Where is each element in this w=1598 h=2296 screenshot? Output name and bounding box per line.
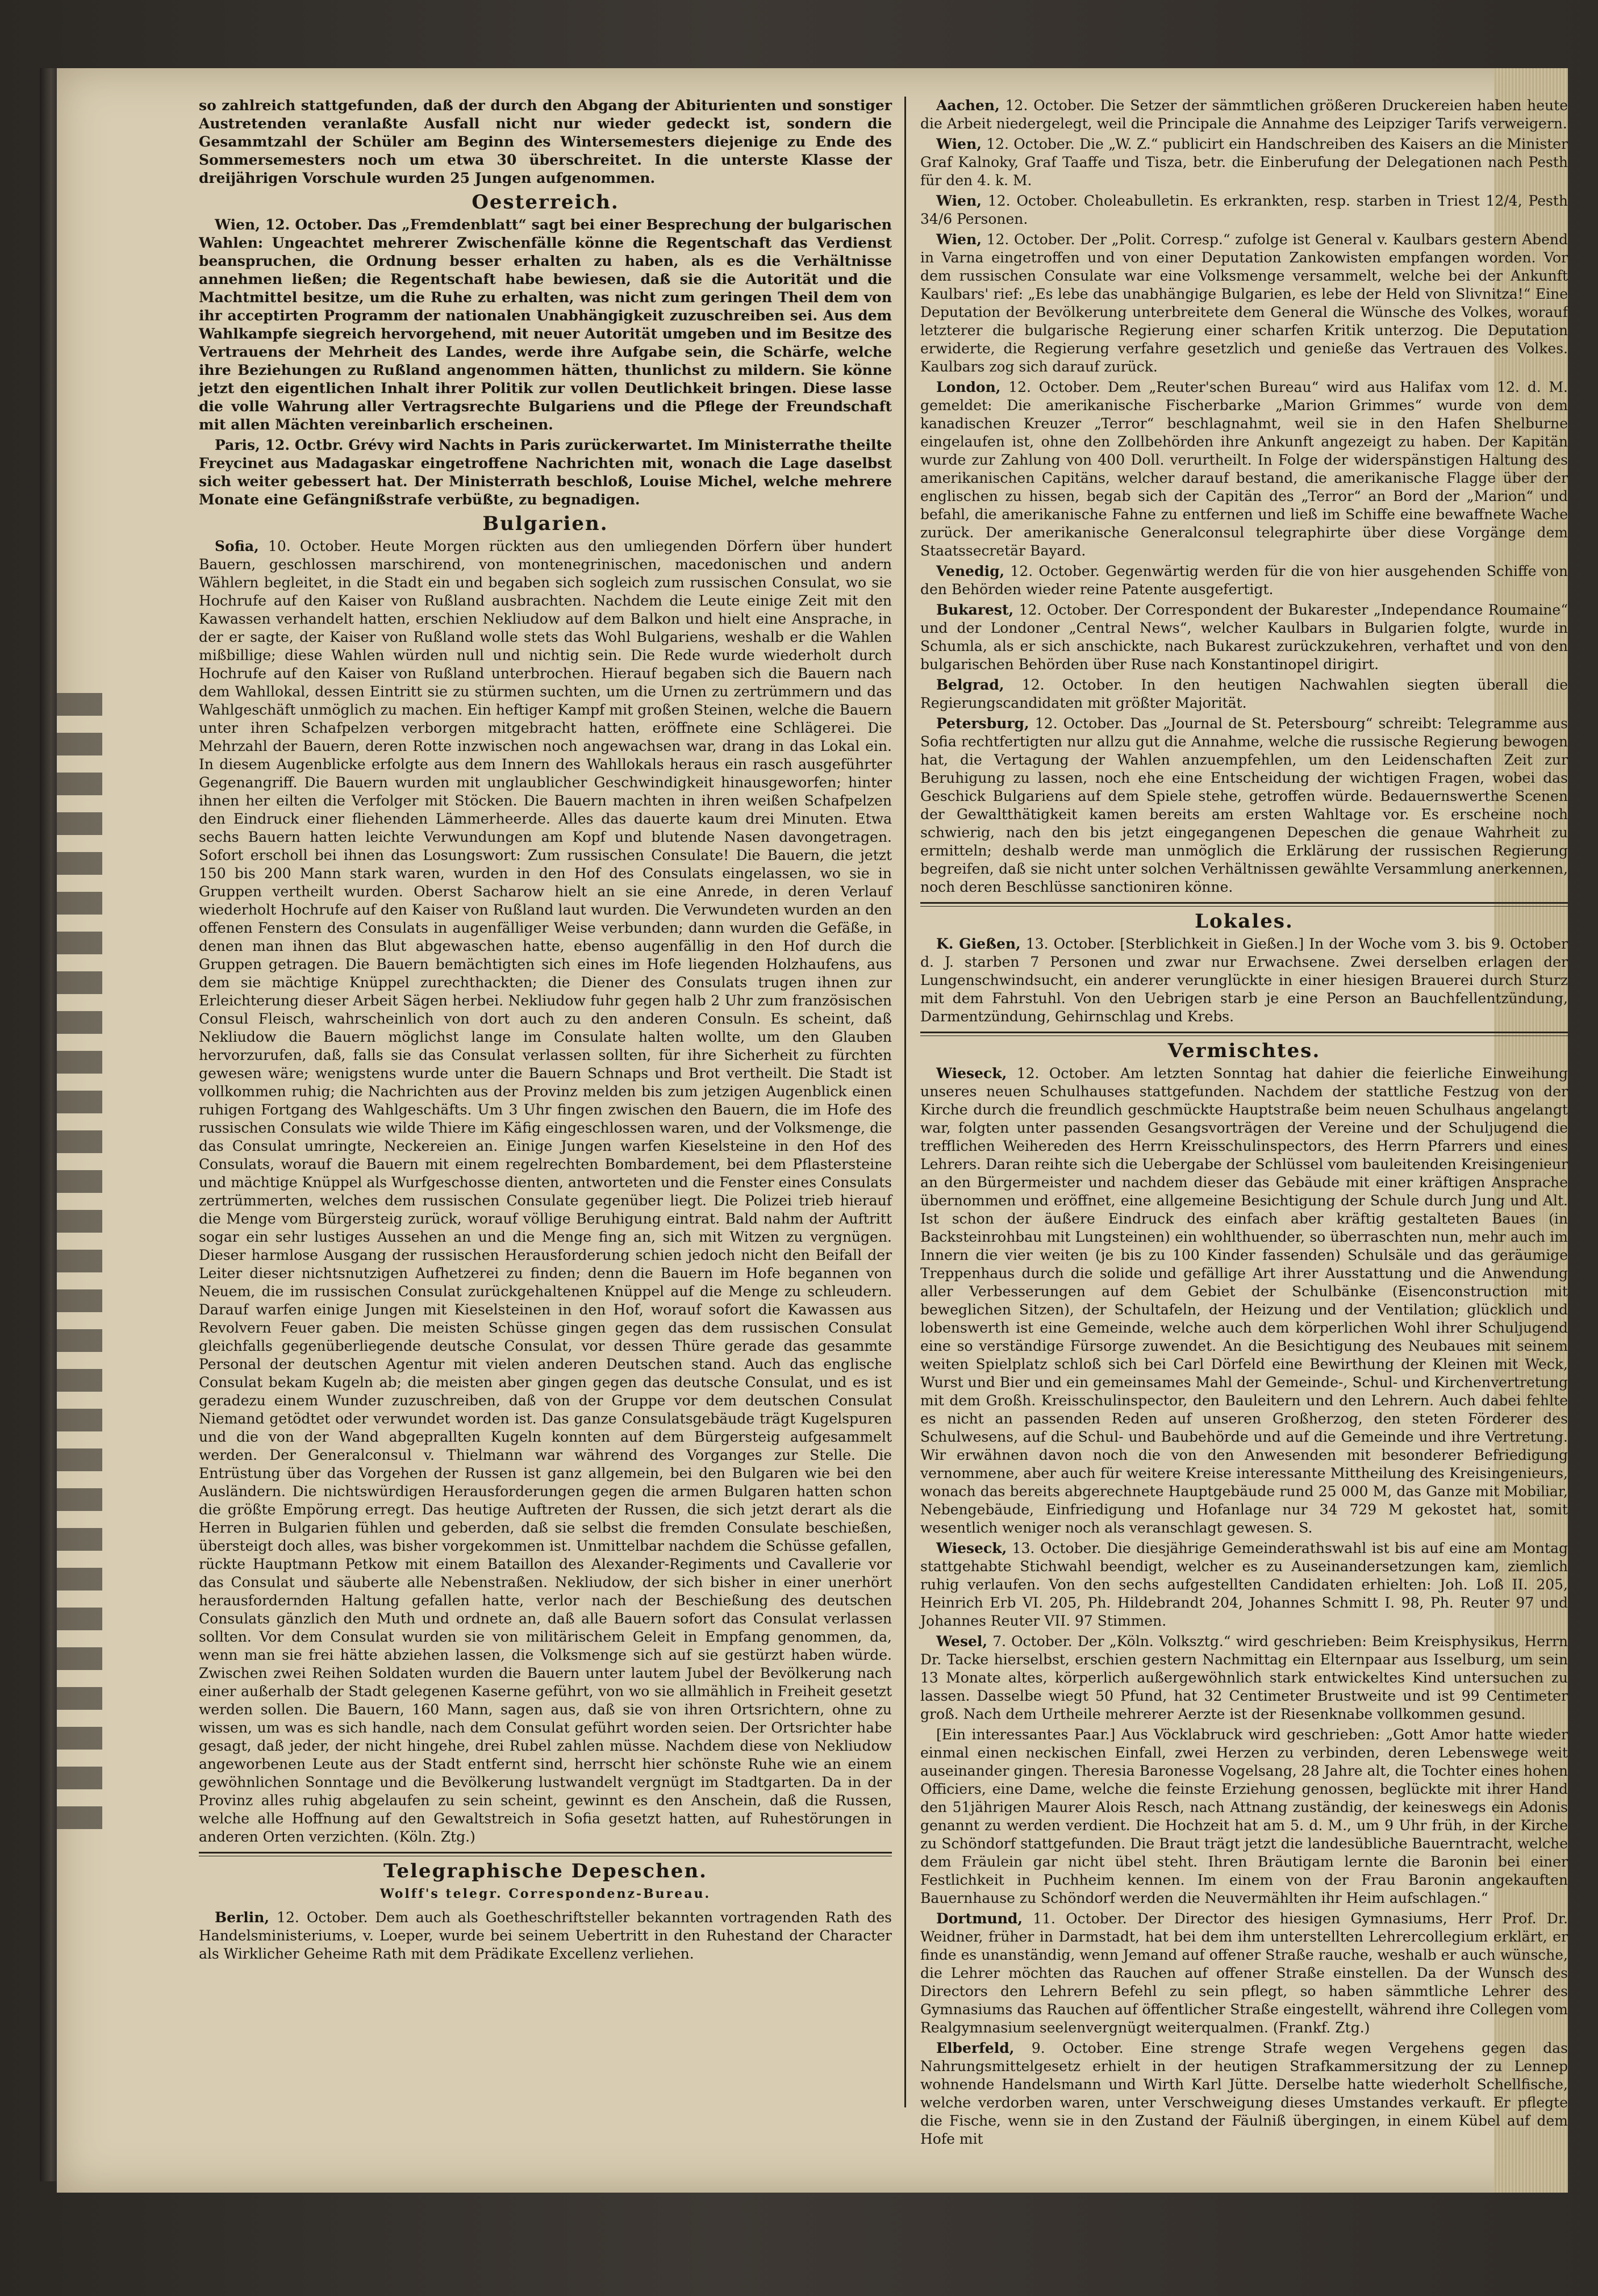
text-aachen: 12. October. Die Setzer der sämmtlichen größeren Druckereien haben heute die Arbeit niedergelegt, weil die Principale die Annahme des Leipziger Tarifs verweigern.	[920, 97, 1568, 132]
sign-wieseck-1: S.	[1299, 1519, 1313, 1536]
place-belgrad: Belgrad,	[936, 677, 1004, 693]
oesterreich-heading: Oesterreich.	[472, 191, 619, 214]
article-sofia	[199, 537, 892, 1846]
section-rule	[920, 902, 1568, 907]
article-wien	[199, 216, 892, 434]
article-giessen	[920, 935, 1568, 1026]
source-koeln: (Köln. Ztg.)	[393, 1829, 475, 1845]
place-berlin: Berlin,	[215, 1909, 270, 1926]
left-column	[199, 97, 892, 1965]
text-bukarest: 12. October. Der Correspondent der Bukarester „Independance Roumaine“ und der Londoner „Central News“, welcher Kaulbars in Bulgarien folgte, wurde in Schumla, als er sich anschickte, nach Bukarest zurückzukehren, verhaftet und von den bulgarischen Behörden über Ruse nach Konstantinopel dirigirt.	[920, 602, 1568, 673]
source-frankf: (Frankf. Ztg.)	[1272, 2019, 1370, 2036]
article-wesel	[920, 1633, 1568, 1723]
place-london: London,	[936, 379, 1001, 395]
place-giessen: K. Gießen,	[936, 936, 1021, 952]
telegraph-heading: Telegraphische Depeschen.	[383, 1860, 707, 1882]
place-sofia: Sofia,	[215, 538, 259, 554]
text-belgrad: 12. October. In den heutigen Nachwahlen siegten überall die Regierungscandidaten mit größter Majorität.	[920, 677, 1568, 711]
article-wien-1	[920, 135, 1568, 190]
section-rule	[199, 1852, 892, 1856]
place-wieseck-2: Wieseck,	[936, 1540, 1007, 1556]
article-bukarest	[920, 601, 1568, 674]
lokales-heading: Lokales.	[1195, 910, 1294, 933]
place-wien-3: Wien,	[936, 231, 982, 248]
telegraph-subheading: Wolff's telegr. Correspondenz-Bureau.	[379, 1886, 711, 1901]
text-wieseck-2: 13. October. Die diesjährige Gemeinderathswahl ist bis auf eine am Montag stattgehabte Stichwahl beendigt, welcher es zu Auseinandersetzungen kam, ziemlich ruhig verlaufen. Von den sechs aufgestellten Candidaten erhielten: Joh. Loß II. 205, Heinrich Erb VI. 205, Ph. Hildebrandt 204, Johannes Schmitt I. 98, Ph. Reuter 97 und Johannes Reuter VII. 97 Stimmen.	[920, 1540, 1568, 1629]
article-wieseck-2	[920, 1539, 1568, 1630]
text-wien-3: 12. October. Der „Polit. Corresp.“ zufolge ist General v. Kaulbars gestern Abend in Varna eingetroffen und von einer Deputation Zankowisten empfangen worden. Vor dem russischen Consulate war eine Volksmenge versammelt, welche bei der Ankunft Kaulbars' rief: „Es lebe das unabhängige Bulgarien, es lebe der Held von Slivnitza!“ Eine Deputation der Bevölkerung unterbreitete dem General die Wünsche des Volkes, worauf letzterer die bulgarische Regierung einer scharfen Kritik unterzog. Die Deputation erwiderte, die Regierung verfahre gesetzlich und genieße das Vertrauen des Volkes. Kaulbars zog sich darauf zurück.	[920, 231, 1568, 375]
vermischtes-heading: Vermischtes.	[1167, 1040, 1321, 1062]
text-wien-2: 12. October. Choleabulletin. Es erkrankten, resp. starben in Triest 12/4, Pesth 34/6 Personen.	[920, 193, 1568, 227]
place-wien-2: Wien,	[936, 193, 982, 209]
place-elberfeld: Elberfeld,	[936, 2040, 1015, 2056]
place-wien-1: Wien,	[936, 136, 982, 152]
article-aachen	[920, 97, 1568, 133]
column-divider	[904, 97, 906, 2107]
text-venedig: 12. October. Gegenwärtig werden für die von hier ausgehenden Schiffe von den Behörden wieder reine Patente ausgefertigt.	[920, 563, 1568, 598]
right-column	[920, 97, 1568, 2151]
article-wieseck-1	[920, 1064, 1568, 1537]
article-wien-3	[920, 231, 1568, 376]
article-paris	[199, 436, 892, 509]
article-london	[920, 378, 1568, 560]
oesterreich-intro: so zahlreich stattgefunden, daß der durch den Abgang der Abiturienten und sonstiger Austretenden veranlaßte Ausfall nicht nur wieder gedeckt ist, sondern die Gesammtzahl der Schüler am Beginn des Wintersemesters diejenige zu Ende des Sommersemesters noch um etwa 30 überschreitet. In die unterste Klasse der dreijährigen Vorschule wurden 25 Jungen aufgenommen.	[199, 97, 892, 186]
place-bukarest: Bukarest,	[936, 602, 1014, 618]
text-wieseck-1: 12. October. Am letzten Sonntag hat dahier die feierliche Einweihung unseres neuen Schulhauses stattgefunden. Nachdem der stattliche Festzug von der Kirche durch die freundlich geschmückte Hauptstraße beim neuen Schulhaus angelangt war, folgten unter passenden Gesangsvorträgen der Vereine und der Schuljugend die trefflichen Weihereden des Herrn Kreisschulinspectors, des Herrn Pfarrers und eines Lehrers. Daran reihte sich die Uebergabe der Schlüssel vom bauleitenden Kreisingenieur an den Bürgermeister und nachdem dieser das Gebäude mit einer kräftigen Ansprache übernommen und eröffnet, eine allgemeine Besichtigung der Schule durch Jung und Alt. Ist schon der äußere Eindruck des einfach aber kräftig gestalteten Baues (in Backsteinrohbau mit Lungsteinen) ein wohlthuender, so überraschten nun, mehr auch im Innern die vier weiten (je bis zu 100 Kinder fassenden) Schulsäle und das geräumige Treppenhaus durch die solide und gefällige Art ihrer Ausstattung und die Anwendung aller Verbesserungen auf dem Gebiet der Schulbänke (Eisenconstruction mit beweglichen Sitzen), der Schultafeln, der Heizung und der Ventilation; glücklich und lobenswerth ist eine Gemeinde, welche auch dem körperlichen Wohl ihrer Schuljugend eine so verständige Fürsorge zuwendet. An die Besichtigung des Neubaues mit seinem weiten Spielplatz schloß sich bei Carl Dörfeld eine Bewirthung der Kleinen mit Weck, Wurst und Bier und ein gemeinsames Mahl der Gemeinde-, Schul- und Kirchenvertretung mit dem Großh. Kreisschulinspector, den Bauleitern und den Lehrern. Auch dabei fehlte es nicht an passenden Reden auf unseren Großherzog, den steten Förderer des Schulwesens, auf die Schul- und Baubehörde und auf die Gemeinde und ihre Vertretung. Wir erwähnen davon noch die von den Anwesenden mit besonderer Befriedigung vernommene, aber auch für weitere Kreise interessante Mittheilung des Kreisingenieurs, wonach das bereits abgerechnete Hauptgebäude rund 25 000 M, das Ganze mit Mobiliar, Nebengebäude, Einfriedigung und Hofanlage nur 34 729 M gekostet hat, somit wesentlich weniger noch als veranschlagt gewesen.	[920, 1065, 1568, 1536]
article-paar: [Ein interessantes Paar.] Aus Vöcklabruck wird geschrieben: „Gott Amor hatte wieder einmal einen neckischen Einfall, zwei Herzen zu verbinden, deren Lebenswege weit auseinander gingen. Theresia Baronesse Vogelsang, 28 Jahre alt, die Tochter eines hohen Officiers, eine Dame, welche die feinste Erziehung genossen, beglückte mit ihrer Hand den 51jährigen Maurer Alois Resch, nach Attnang zuständig, der keineswegs ein Adonis genannt zu werden verdient. Die Hochzeit hat am 5. d. M., um 9 Uhr früh, in der Kirche zu Schöndorf stattgefunden. Die Braut trägt jetzt die landesübliche Bauerntracht, welche dem Fräulein gar nicht übel steht. Ihren Bräutigam lernte die Baronin bei einer Festlichkeit in Puchheim kennen. Im einem von der Frau Baronin angekauften Bauernhause zu Schöndorf werden die Neuvermählten ihr Heim aufschlagen.“	[920, 1726, 1568, 1906]
place-venedig: Venedig,	[936, 563, 1005, 579]
text-dortmund: 11. October. Der Director des hiesigen Gymnasiums, Herr Prof. Dr. Weidner, früher in Darmstadt, hat bei dem ihm unterstellten Lehrercollegium erklärt, er finde es unanständig, wenn Jemand auf offener Straße rauche, weshalb er auch wünsche, die Lehrer möchten das Rauchen auf offener Straße einstellen. Da der Wunsch des Directors den Lehrern Befehl zu sein pflegt, so haben sämmtliche Lehrer des Gymnasiums das Rauchen auf öffentlicher Straße eingestellt, während ihre Collegen vom Realgymnasium seelenvergnügt weiterqualmen.	[920, 1910, 1568, 2036]
text-london: 12. October. Dem „Reuter'schen Bureau“ wird aus Halifax vom 12. d. M. gemeldet: Die amerikanische Fischerbarke „Marion Grimmes“ wurde von dem kanadischen Kreuzer „Terror“ beschlagnahmt, weil sie in den Hafen Shelburne eingelaufen ist, ohne den Zollbehörden ihre Ankunft angezeigt zu haben. Der Kapitän wurde zur Zahlung von 400 Doll. verurtheilt. In Folge der widerspänstigen Haltung des amerikanischen Capitäns, welcher darauf bestand, die amerikanische Flagge über der englischen zu hissen, begab sich der Capitän des „Terror“ an Bord der „Marion“ und befahl, die amerikanische Fahne zu entfernen und ließ im Schiffe eine bewaffnete Wache zurück. Der amerikanische Generalconsul telegraphirte über diese Vorgänge dem Staatssecretär Bayard.	[920, 379, 1568, 559]
article-petersburg	[920, 715, 1568, 896]
text-paris: 12. Octbr. Grévy wird Nachts in Paris zurückerwartet. Im Ministerrathe theilte Freycinet aus Madagaskar eingetroffene Nachrichten mit, wonach die Lage daselbst sich weiter gebessert hat. Der Ministerrath beschloß, Louise Michel, welche mehrere Monate eine Gefängnißstrafe verbüßte, zu begnadigen.	[199, 437, 892, 508]
torn-margin	[57, 693, 102, 1829]
text-elberfeld: 9. October. Eine strenge Strafe wegen Vergehens gegen das Nahrungsmittelgesetz erhielt in der heutigen Strafkammersitzung der zu Lennep wohnende Handelsmann und Wirth Karl Jütte. Derselbe hatte wiederholt Schellfische, welche verdorben waren, unter Verschweigung dieses Umstandes verkauft. Er pflegte die Fische, wenn sie in den Zustand der Fäulniß übergingen, in einem Kübel auf dem Hofe mit	[920, 2040, 1568, 2147]
article-elberfeld	[920, 2039, 1568, 2148]
place-petersburg: Petersburg,	[936, 715, 1029, 732]
bulgarien-heading: Bulgarien.	[482, 512, 608, 535]
article-venedig	[920, 562, 1568, 599]
article-wien-2	[920, 192, 1568, 228]
place-dortmund: Dortmund,	[936, 1910, 1023, 1927]
place-aachen: Aachen,	[936, 97, 1000, 114]
text-giessen: 13. October. [Sterblichkeit in Gießen.] In der Woche vom 3. bis 9. October d. J. starben 7 Personen und zwar nur Erwachsene. Zwei derselben erlagen der Lungenschwindsucht, ein anderer verunglückte in einer hiesigen Brauerei durch Sturz mit dem Fahrstuhl. Von den Uebrigen starb je eine Person an Bauchfellentzündung, Darmentzündung, Gehirnschlag und Krebs.	[920, 936, 1568, 1025]
place-wieseck-1: Wieseck,	[936, 1065, 1007, 1082]
text-berlin: 12. October. Dem auch als Goetheschriftsteller bekannten vortragenden Rath des Handelsministeriums, v. Loeper, wurde bei seinem Uebertritt in den Ruhestand der Character als Wirklicher Geheime Rath mit dem Prädikate Excellenz verliehen.	[199, 1909, 892, 1962]
place-paris: Paris,	[215, 437, 260, 453]
text-wien: 12. October. Das „Fremdenblatt“ sagt bei einer Besprechung der bulgarischen Wahlen: Ungeachtet mehrerer Zwischenfälle könne die Regentschaft das Verdienst beanspruchen, die Ordnung besser erhalten zu haben, als es die Verhältnisse annehmen ließen; die Regentschaft habe bewiesen, daß sie die Autorität und die Machtmittel besitze, um die Ruhe zu erhalten, was nicht zum geringen Theil dem von ihr acceptirten Programm der nationalen Unabhängigkeit zuzuschreiben sei. Aus dem Wahlkampfe siegreich hervorgehend, mit neuer Autorität umgeben und im Besitze des Vertrauens der Mehrheit des Landes, werde ihre Aufgabe sein, die Schärfe, welche ihre Beziehungen zu Rußland angenommen hätten, thunlichst zu mildern. Sie könne jetzt den eigentlichen Inhalt ihrer Politik zur vollen Deutlichkeit bringen. Diese lasse die volle Wahrung aller Vertragsrechte Bulgariens und die Pflege der Freundschaft mit allen Mächten vereinbarlich erscheinen.	[199, 216, 892, 433]
article-dortmund	[920, 1910, 1568, 2037]
section-rule	[920, 1032, 1568, 1036]
place-wien: Wien,	[215, 216, 260, 233]
article-belgrad	[920, 676, 1568, 712]
text-petersburg: 12. October. Das „Journal de St. Petersbourg“ schreibt: Telegramme aus Sofia rechtfertigten nur allzu gut die Annahme, welche die russische Regierung bewogen hat, die Vertagung der Wahlen anzuempfehlen, um den Leidenschaften Zeit zur Beruhigung zu lassen, noch ehe eine Entscheidung der wichtigen Fragen, wobei das Geschick Bulgariens auf dem Spiele stehe, getroffen würde. Bedauernswerthe Scenen der Gewaltthätigkeit kamen bereits am ersten Wahltage vor. Es erscheine noch schwierig, nach den bis jetzt eingegangenen Depeschen die genaue Wahrheit zu ermitteln; deshalb werde man unmöglich die Erklärung der russischen Regierung begreifen, daß sie nicht unter solchen Verhältnissen gewählte Versammlung anerkennen, noch deren Beschlüsse sanctioniren könne.	[920, 715, 1568, 895]
article-berlin	[199, 1909, 892, 1963]
text-wesel: 7. October. Der „Köln. Volksztg.“ wird geschrieben: Beim Kreisphysikus, Herrn Dr. Tacke hierselbst, erschien gestern Nachmittag ein Elternpaar aus Isselburg, um sein 13 Monate altes, körperlich außergewöhnlich stark entwickeltes Kind untersuchen zu lassen. Dasselbe wiegt 50 Pfund, hat 32 Centimeter Brustweite und ist 99 Centimeter groß. Nach dem Urtheile mehrerer Aerzte ist der Riesenknabe vollkommen gesund.	[920, 1633, 1568, 1722]
text-wien-1: 12. October. Die „W. Z.“ publicirt ein Handschreiben des Kaisers an die Minister Graf Kalnoky, Graf Taaffe und Tisza, betr. die Einberufung der Delegationen nach Pesth für den 4. k. M.	[920, 136, 1568, 189]
place-wesel: Wesel,	[936, 1633, 988, 1650]
text-sofia: 10. October. Heute Morgen rückten aus den umliegenden Dörfern über hundert Bauern, geschlossen marschirend, von montenegrinischen, macedonischen und andern Wählern begleitet, in die Stadt ein und begaben sich sogleich zum russischen Consulat, wo sie Hochrufe auf den Kaiser von Rußland ausbrachten. Nachdem die Leute einige Zeit mit den Kawassen verhandelt hatten, erschien Nekliudow auf dem Balkon und hielt eine Ansprache, in der er sagte, der Kaiser von Rußland wolle stets das Wohl Bulgariens, weshalb er die Wahlen mißbillige; diese Wahlen würden null und nichtig sein. Die Rede wurde wiederholt durch Hochrufe auf den Kaiser von Rußland unterbrochen. Hierauf begaben sich die Bauern nach dem Wahllokal, dessen Eintritt sie zu stürmen suchten, um die Urnen zu zertrümmern und das Wahlgeschäft unmöglich zu machen. Ein heftiger Kampf mit großen Steinen, welche die Bauern unter ihren Schafpelzen verborgen mitgebracht hatten, eröffnete eine Schlägerei. Die Mehrzahl der Bauern, deren Rotte inzwischen noch angewachsen war, drang in das Lokal ein. In diesem Augenblicke erfolgte aus dem Innern des Wahllokals heraus ein rasch ausgeführter Gegenangriff. Die Bauern wurden mit unglaublicher Geschwindigkeit hinausgeworfen; hinter ihnen her eilten die Verfolger mit Stöcken. Die Bauern machten in ihren weißen Schafpelzen den Eindruck einer fliehenden Lämmerheerde. Alles das dauerte kaum drei Minuten. Etwa sechs Bauern hatten leichte Verwundungen am Kopf und blutende Nasen davongetragen. Sofort erscholl bei ihnen das Losungswort: Zum russischen Consulate! Die Bauern, die jetzt 150 bis 200 Mann stark waren, wurden in den Hof des Consulats eingelassen, wo sie in Gruppen vertheilt wurden. Oberst Sacharow hielt an sie eine Anrede, in deren Verlauf wiederholt Hochrufe auf den Kaiser von Rußland laut wurden. Die Verwundeten wurden an den offenen Fenstern des Consulats in augenfälliger Weise verbunden; dann wurden die Gefäße, in denen man ihnen das Blut abgewaschen hatte, ebenso augenfällig in den Hof durch die Gruppen getragen. Die Bauern bemächtigten sich eines im Hofe liegenden Holzhaufens, aus dem sie mächtige Knüppel zurechthackten; die Diener des Consulats trugen ihnen zur Erleichterung dieser Arbeit Sägen herbei. Nekliudow fuhr gegen halb 2 Uhr zum französischen Consul Fleisch, wahrscheinlich von dort auch zu den anderen Consuln. Es scheint, daß Nekliudow die Bauern möglichst lange im Consulate halten wollte, um den Glauben hervorzurufen, daß, falls sie das Consulat verlassen sollten, für ihre Sicherheit zu fürchten gewesen wäre; wenigstens wurde unter die Bauern Schnaps und Brot vertheilt. Die Stadt ist vollkommen ruhig; die Nachrichten aus der Provinz melden bis zum jetzigen Augenblick einen ruhigen Fortgang des Wahlgeschäfts. Um 3 Uhr fingen zwischen den Bauern, die im Hofe des russischen Consulats wie wilde Thiere im Käfig eingeschlossen waren, und der Volksmenge, die das Consulat umringte, Neckereien an. Einige Jungen warfen Kieselsteine in den Hof des Consulats, worauf die Bauern mit einem regelrechten Bombardement, bei dem Pflastersteine und mächtige Knüppel als Wurfgeschosse dienten, antworteten und die Fenster eines Consulats zertrümmerten, welches dem russischen Consulate gegenüber liegt. Die Polizei trieb hierauf die Menge vom Bürgersteig zurück, worauf völlige Beruhigung eintrat. Bald nahm der Auftritt sogar ein sehr lustiges Aussehen an und die Menge fing an, sich mit Witzen zu vergnügen. Dieser harmlose Ausgang der russischen Herausforderung schien jedoch nicht den Beifall der Leiter dieser nichtsnutzigen Aufhetzerei zu finden; denn die Bauern im Hofe begannen von Neuem, die im russischen Consulat zurückgehaltenen Knüppel auf die Menge zu schleudern. Darauf warfen einige Jungen mit Kieselsteinen in den Hof, worauf sofort die Kawassen aus Revolvern Feuer gaben. Die meisten Schüsse gingen gegen das dem russischen Consulat gleichfalls gegenüberliegende deutsche Consulat, vor dessen Thüre gerade das gesammte Personal der deutschen Agentur mit vielen anderen Deutschen stand. Auch das englische Consulat bekam Kugeln ab; die meisten aber gingen gegen das deutsche Consulat, und es ist geradezu einem Wunder zuzuschreiben, daß von der Gruppe vor dem deutschen Consulat Niemand getödtet oder verwundet worden ist. Das ganze Consulatsgebäude trägt Kugelspuren und die von der Wand abgeprallten Kugeln konnten auf dem Bürgersteig aufgesammelt werden. Der Generalconsul v. Thielmann war während des Vorganges zur Stelle. Die Entrüstung über das Vorgehen der Russen ist ganz allgemein, bei den Bulgaren wie bei den Ausländern. Die nichtswürdigen Herausforderungen gegen die armen Bulgaren hatten schon die größte Empörung erregt. Das heutige Auftreten der Russen, die sich jetzt derart als die Herren in Bulgarien fühlen und geberden, daß sie selbst die fremden Consulate beschießen, übersteigt doch alles, was bisher vorgekommen ist. Unmittelbar nachdem die Schüsse gefallen, rückte Hauptmann Petkow mit einem Bataillon des Alexander-Regiments und Cavallerie vor das Consulat und säuberte alle Nebenstraßen. Nekliudow, der sich bisher in einer unerhört herausfordernden Haltung gefallen hatte, verlor nach der Beschießung des deutschen Consulats gänzlich den Muth und ordnete an, daß alle Bauern sofort das Consulat verlassen sollten. Vor dem Consulat wurden sie von militärischem Geleit in Empfang genommen, da, wenn man sie frei hätte abziehen lassen, die Volksmenge sich auf sie gestürzt haben würde. Zwischen zwei Reihen Soldaten wurden die Bauern unter lautem Jubel der Bevölkerung nach einer außerhalb der Stadt gelegenen Kaserne geführt, von wo sie allmählich in Freiheit gesetzt werden sollen. Die Bauern, 160 Mann, sagen aus, daß sie von ihren Ortsrichtern, ohne zu wissen, um was es sich handle, nach dem Consulat geführt worden seien. Der Ortsrichter habe gesagt, daß jeder, der nicht hingehe, drei Rubel zahlen müsse. Nachdem diese von Nekliudow angeworbenen Leute aus der Stadt entfernt sind, herrscht hier schönste Ruhe wie an einem gewöhnlichen Sonntage und die Bevölkerung lustwandelt vergnügt im Stadtgarten. Da in der Provinz alles ruhig abgelaufen zu sein scheint, gewinnt es den Anschein, daß die Russen, welche alle Hoffnung auf den Gewaltstreich in Sofia gesetzt hatten, auf Ruhestörungen in anderen Orten verzichten.	[199, 538, 892, 1845]
